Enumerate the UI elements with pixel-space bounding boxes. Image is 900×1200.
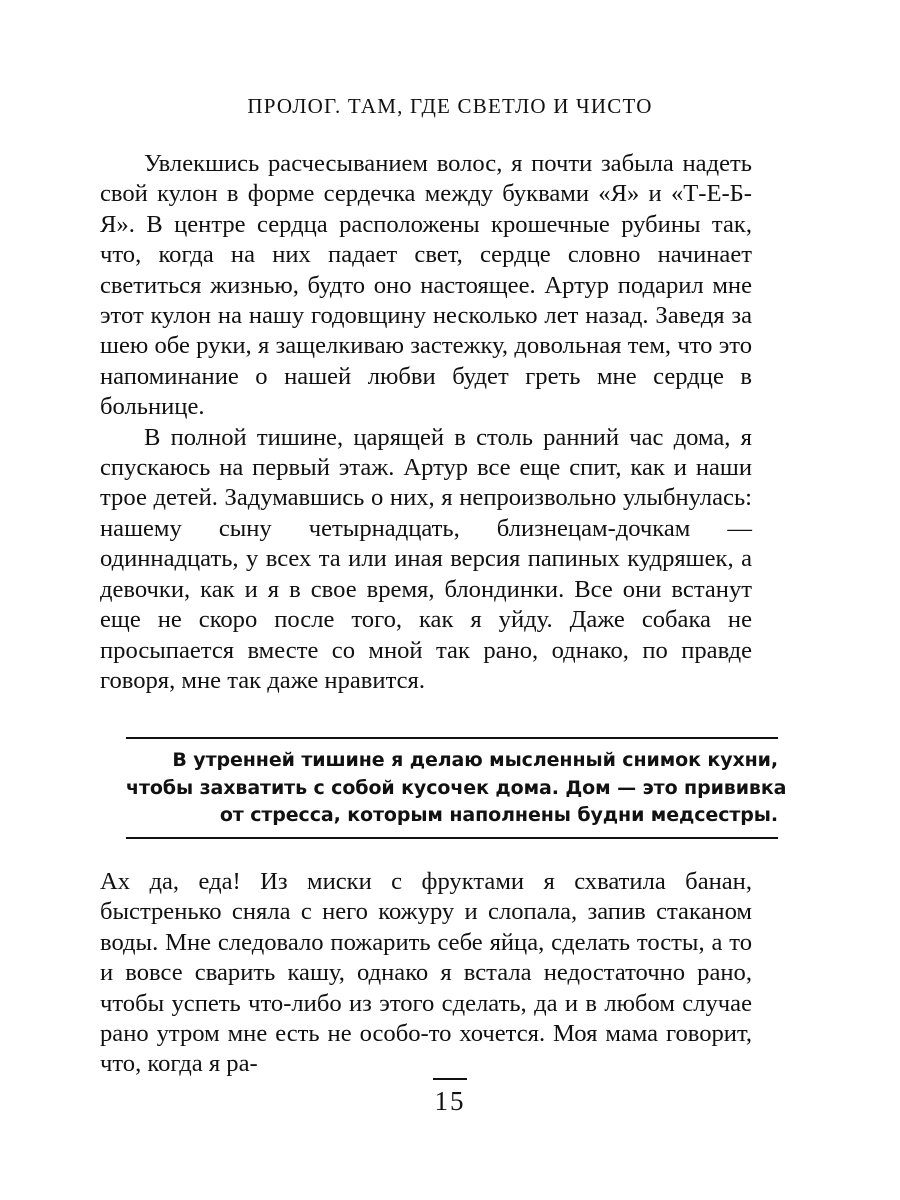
running-head: ПРОЛОГ. ТАМ, ГДЕ СВЕТЛО И ЧИСТО (247, 94, 653, 118)
pull-quote-line: В утренней тишине я делаю мысленный снимок кухни, (172, 749, 778, 771)
body-text-bottom (100, 867, 752, 1080)
page-number-rule (433, 1078, 467, 1080)
page-footer (0, 1078, 900, 1117)
paragraph: Увлекшись расчесыванием волос, я почти забыла надеть свой кулон в форме сердечка между буквами «Я» и «Т-Е-Б-Я». В центре сердца расположены крошечные рубины так, что, когда на них падает свет, сердце словно начинает светиться жизнью, будто оно настоящее. Артур подарил мне этот кулон на нашу годовщину несколько лет назад. Заведя за шею обе руки, я защелкиваю застежку, довольная тем, что это напоминание о нашей любви будет греть мне сердце в больнице. (100, 150, 752, 421)
pull-quote-bottom-rule (126, 837, 778, 839)
pull-quote-line: от стресса, которым наполнены будни медсестры. (219, 804, 778, 826)
pull-quote-top-rule (126, 737, 778, 739)
page-number: 15 (434, 1086, 466, 1116)
body-text-top (100, 149, 752, 696)
pull-quote (126, 737, 787, 839)
paragraph: В полной тишине, царящей в столь ранний час дома, я спускаюсь на первый этаж. Артур все еще спит, как и наши трое детей. Задумавшись о них, я непроизвольно улыбнулась: нашему сыну четырнадцать, близнецам-дочкам — одиннадцать, у всех та или иная версия папиных кудряшек, а девочки, как и я в свое время, блондинки. Все они встанут еще не скоро после того, как я уйду. Даже собака не просыпается вместе со мной так рано, однако, по правде говоря, мне так даже нравится. (100, 423, 752, 694)
pull-quote-line: чтобы захватить с собой кусочек дома. Дом — это прививка (126, 776, 787, 799)
pull-quote-text (126, 747, 787, 830)
paragraph: Ах да, еда! Из миски с фруктами я схватила банан, быстренько сняла с него кожуру и слопала, запив стаканом воды. Мне следовало пожарить себе яйца, сделать тосты, а то и вовсе сварить кашу, однако я встала недостаточно рано, чтобы успеть что-либо из этого сделать, да и в любом случае рано утром мне есть не особо-то хочется. Моя мама говорит, что, когда я ра- (100, 868, 752, 1078)
